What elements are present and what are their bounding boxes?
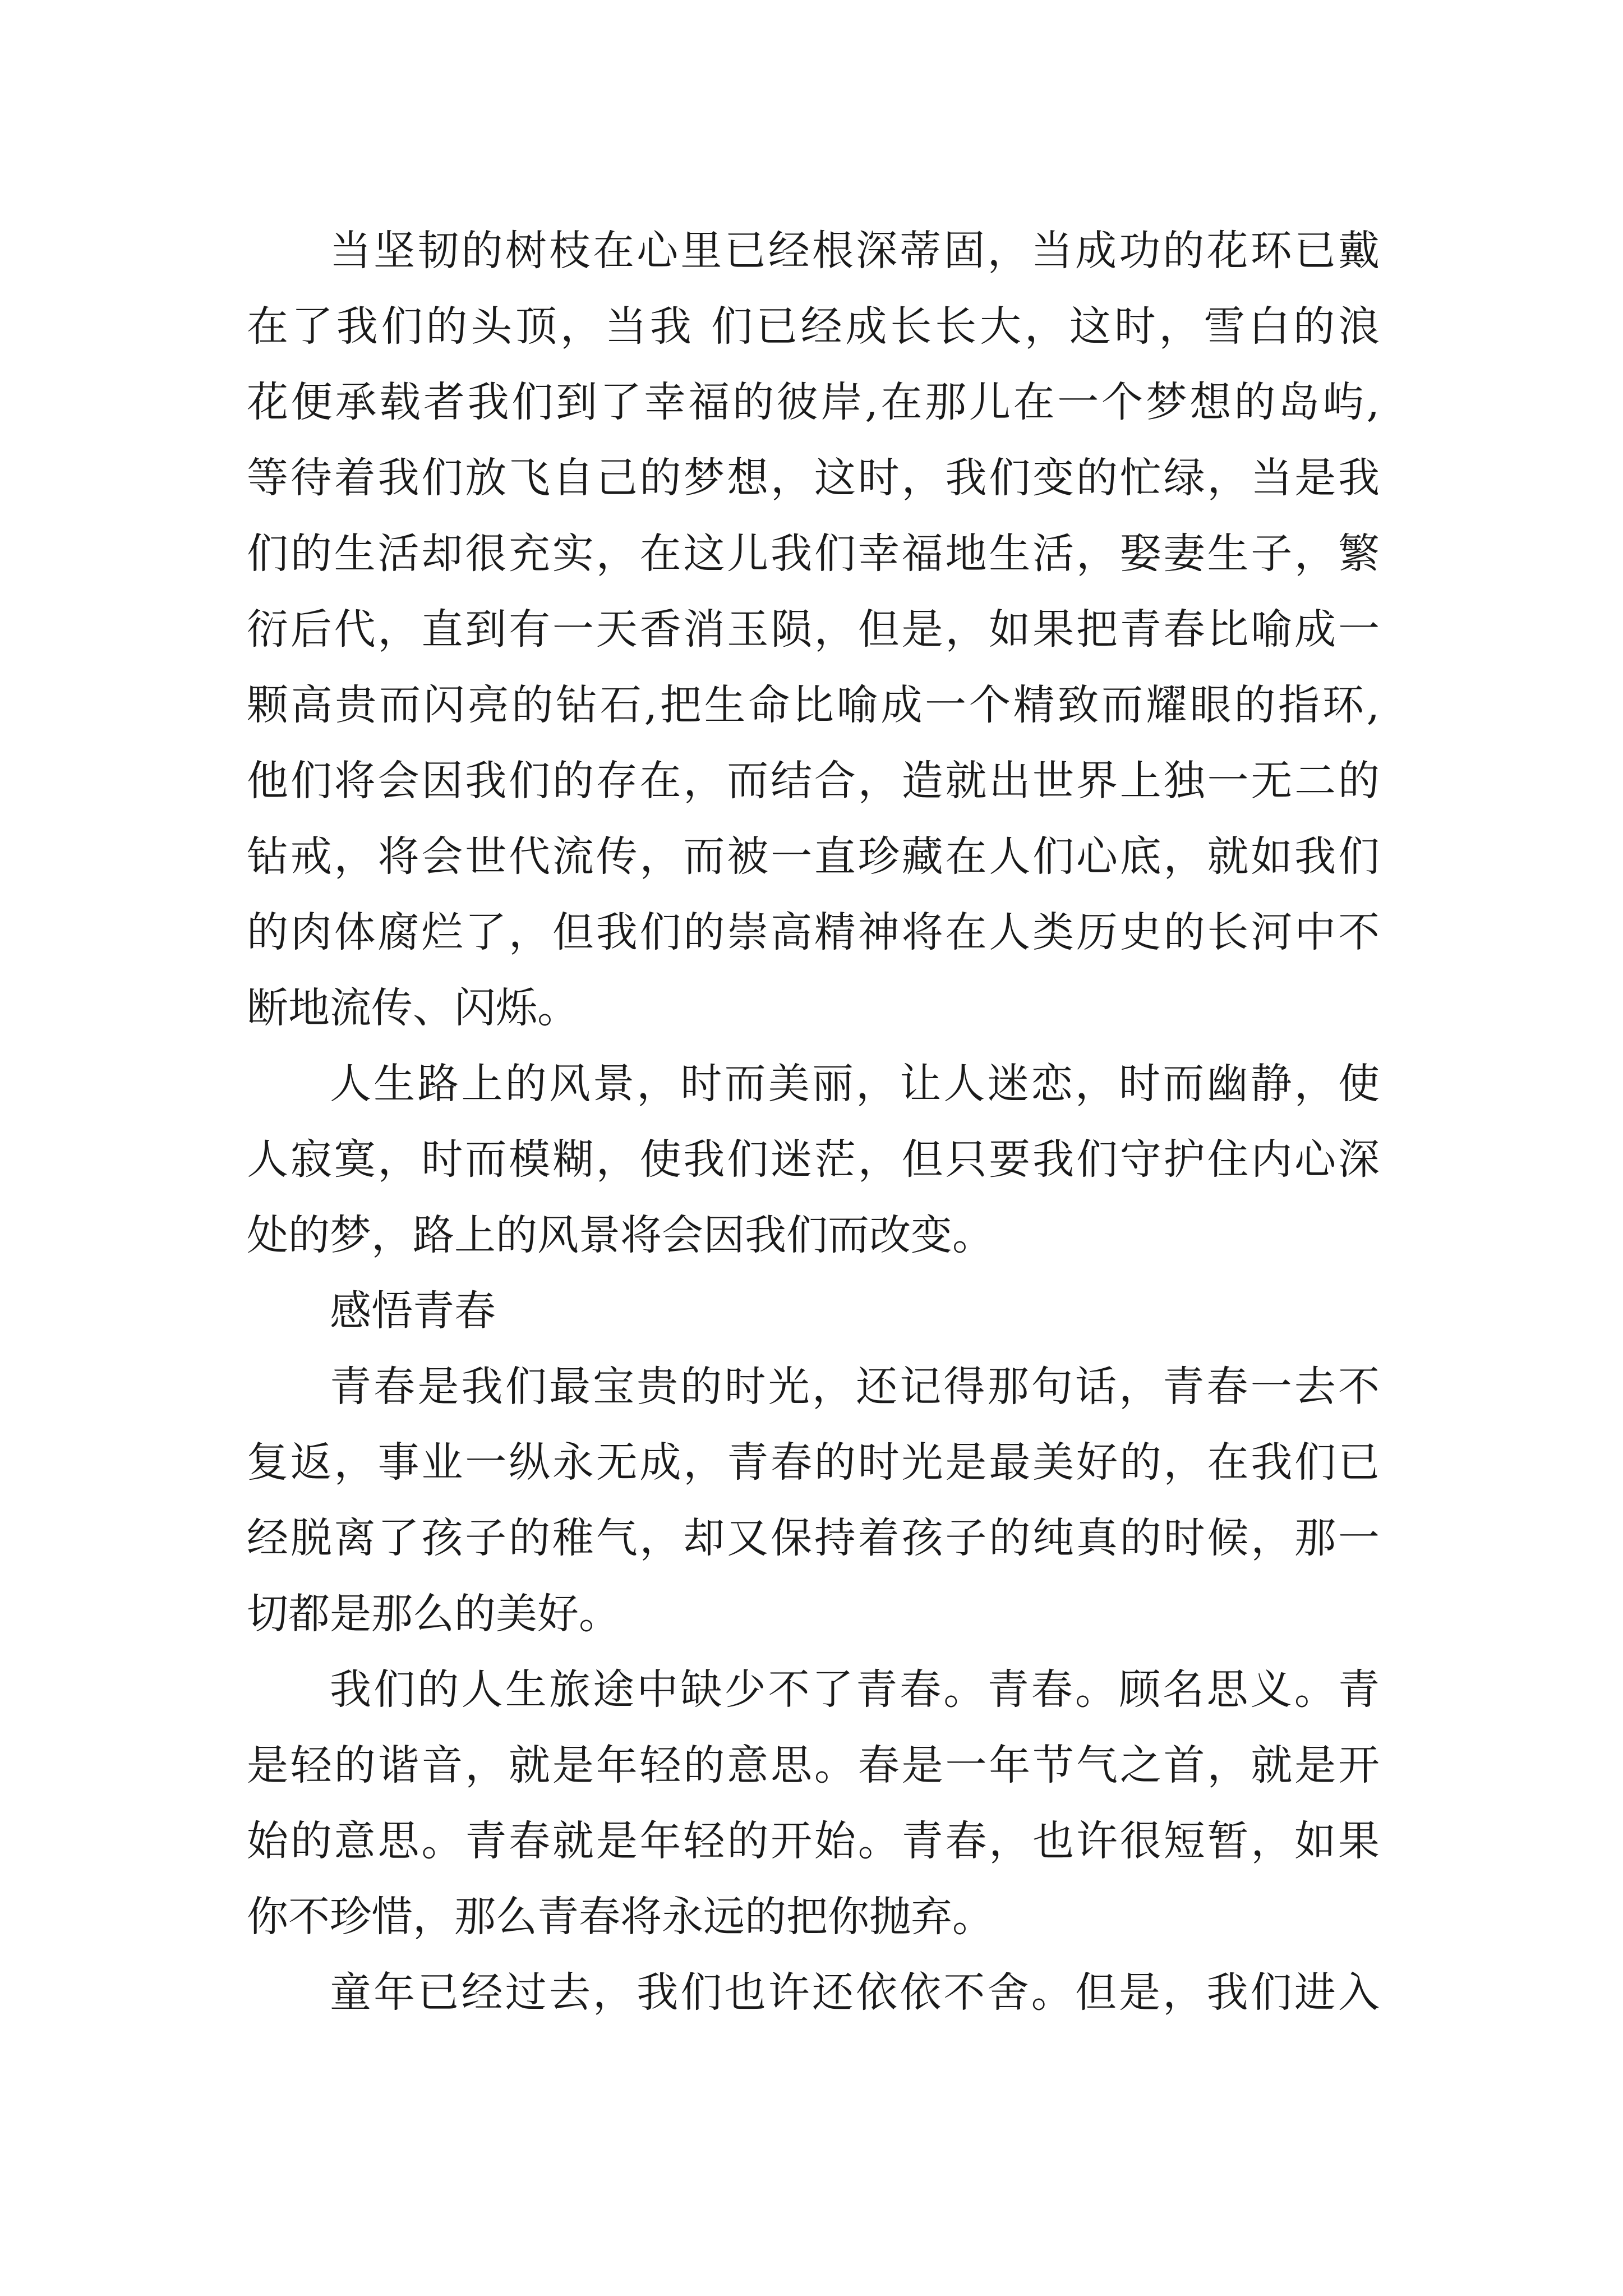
- text-line: 在了我们的头顶，当我 们已经成长长大，这时，雪白的浪: [247, 302, 1380, 351]
- text-line: 断地流传、闪烁。: [247, 984, 579, 1032]
- text-line: 童年已经过去，我们也许还依依不舍。但是，我们进入: [330, 1968, 1380, 2017]
- text-line: 我们的人生旅途中缺少不了青春。青春。顾名思义。青: [330, 1665, 1380, 1714]
- text-line: 你不珍惜，那么青春将永远的把你抛弃。: [247, 1893, 994, 1941]
- text-line: 人生路上的风景，时而美丽，让人迷恋，时而幽静，使: [330, 1060, 1380, 1108]
- text-line: 他们将会因我们的存在，而结合，造就出世界上独一无二的: [247, 757, 1380, 805]
- text-line: 的肉体腐烂了，但我们的崇高精神将在人类历史的长河中不: [247, 908, 1380, 956]
- text-line: 切都是那么的美好。: [247, 1590, 620, 1638]
- text-line: 钻戒，将会世代流传，而被一直珍藏在人们心底，就如我们: [247, 832, 1380, 881]
- text-line: 当坚韧的树枝在心里已经根深蒂固，当成功的花环已戴: [330, 227, 1380, 275]
- text-line: 花便承载者我们到了幸福的彼岸,在那儿在一个梦想的岛屿,: [247, 378, 1380, 426]
- document-body: [247, 213, 1380, 2031]
- text-line: 感悟青春: [330, 1287, 496, 1335]
- text-line: 人寂寞，时而模糊，使我们迷茫，但只要我们守护住内心深: [247, 1135, 1380, 1184]
- text-line: 始的意思。青春就是年轻的开始。青春，也许很短暂，如果: [247, 1817, 1380, 1865]
- text-line: 经脱离了孩子的稚气，却又保持着孩子的纯真的时候，那一: [247, 1514, 1380, 1562]
- text-line: 处的梦，路上的风景将会因我们而改变。: [247, 1211, 994, 1259]
- text-line: 复返，事业一纵永无成，青春的时光是最美好的，在我们已: [247, 1438, 1380, 1487]
- text-line: 等待着我们放飞自己的梦想，这时，我们变的忙绿，当是我: [247, 454, 1380, 502]
- text-line: 们的生活却很充实，在这儿我们幸福地生活，娶妻生子，繁: [247, 530, 1380, 578]
- text-line: 青春是我们最宝贵的时光，还记得那句话，青春一去不: [330, 1363, 1380, 1411]
- text-line: 是轻的谐音，就是年轻的意思。春是一年节气之首，就是开: [247, 1741, 1380, 1789]
- text-line: 衍后代，直到有一天香消玉陨，但是，如果把青春比喻成一: [247, 605, 1380, 654]
- text-line: 颗高贵而闪亮的钻石,把生命比喻成一个精致而耀眼的指环,: [247, 681, 1380, 729]
